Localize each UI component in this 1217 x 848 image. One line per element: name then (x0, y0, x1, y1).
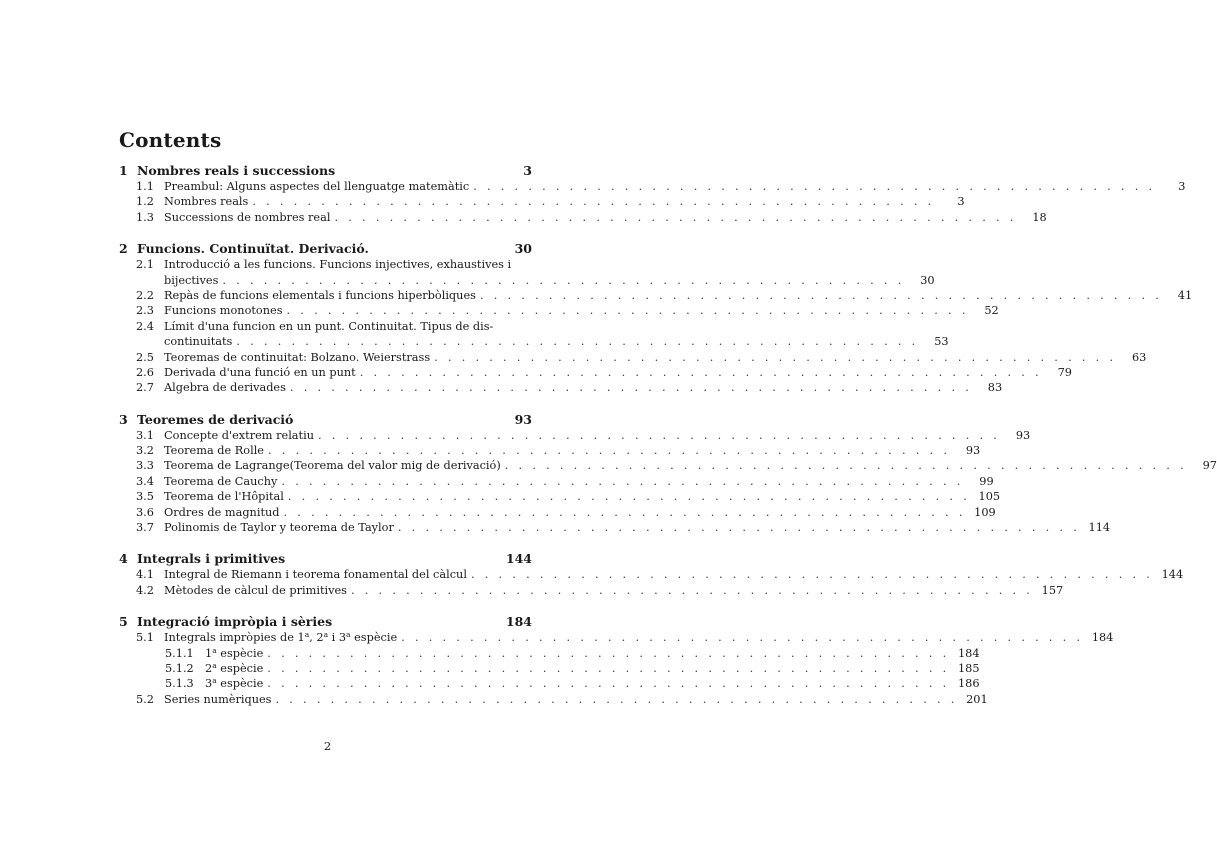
section-title-text: Preambul: Alguns aspectes del llenguatge matemàtic (164, 180, 470, 193)
toc-chapter-row[interactable] (119, 614, 532, 630)
section-title (164, 458, 1191, 473)
section-title-part: , 2 (309, 631, 324, 645)
leader-dots: . . . . . . . . . . . . . . . . . . . . . . . . . . . . . . . . . . . . . . . . . . . . . . . . . . (289, 381, 973, 395)
section-title-part: 3 (205, 677, 213, 691)
section-title (164, 334, 923, 349)
section-number: 2.5 (136, 350, 154, 364)
section-title-text: Repàs de funcions elementals i funcions hiperbòliques (164, 288, 476, 302)
section-title-part: 2 (205, 661, 213, 675)
section-page: 99 (979, 474, 994, 488)
chapter-page: 3 (523, 163, 532, 178)
section-title-text: bijectives (164, 273, 219, 287)
section-title-text: Concepte d'extrem relatiu (164, 428, 314, 442)
section-number: 2.2 (136, 288, 154, 302)
section-page: 184 (1091, 631, 1114, 645)
section-page: 63 (1131, 350, 1147, 364)
section-title-text: Polinomis de Taylor y teorema de Taylor (164, 521, 394, 535)
section-page: 97 (1202, 459, 1217, 473)
section-title-text: Integral de Riemann i teorema fonamental del càlcul (164, 568, 467, 582)
section-title (205, 646, 954, 661)
toc-section-row[interactable] (119, 365, 1072, 380)
toc-chapter (119, 241, 1193, 396)
section-title-text: Nombres reals (164, 195, 249, 209)
leader-dots: . . . . . . . . . . . . . . . . . . . . . . . . . . . . . . . . . . . . . . . . . . . . . . . . . . (401, 631, 1084, 645)
chapter-title: Nombres reals i successions (137, 163, 336, 178)
toc-chapter-row[interactable] (119, 412, 532, 428)
section-number: 3.5 (136, 490, 154, 504)
chapter-page: 144 (505, 551, 532, 567)
toc-section-row[interactable] (119, 288, 1193, 303)
section-number: 3.2 (136, 444, 154, 458)
toc-chapter (119, 551, 1184, 598)
section-number: 2.3 (136, 304, 154, 318)
section-title-part: espècie (350, 631, 398, 645)
leader-dots: . . . . . . . . . . . . . . . . . . . . . . . . . . . . . . . . . . . . . . . . . . . . . . . . . . (473, 180, 1156, 193)
section-page: 109 (974, 505, 996, 519)
toc-chapter (119, 614, 1114, 707)
section-title-text: Teorema de Rolle (164, 444, 264, 458)
toc-section-row[interactable] (119, 458, 1217, 473)
toc-section-row[interactable] (119, 350, 1147, 365)
section-page: 144 (1161, 568, 1184, 582)
section-page: 157 (1041, 583, 1064, 597)
section-title-text: Introducció a les funcions. Funcions injectives, exhaustives i (164, 258, 512, 272)
section-number: 3.7 (136, 521, 154, 535)
section-title-part: i 3 (328, 631, 347, 645)
toc-chapter (119, 411, 1217, 536)
section-title (164, 350, 1120, 365)
section-title (205, 676, 954, 691)
leader-dots: . . . . . . . . . . . . . . . . . . . . . . . . . . . . . . . . . . . . . . . . . . . . . . . . . . (434, 350, 1117, 364)
leader-dots: . . . . . . . . . . . . . . . . . . . . . . . . . . . . . . . . . . . . . . . . . . . . . . . . . . (252, 195, 935, 209)
chapter-title: Integrals i primitives (137, 551, 286, 567)
section-title-part: Integrals impròpies de 1 (164, 631, 305, 645)
leader-dots: . . . . . . . . . . . . . . . . . . . . . . . . . . . . . . . . . . . . . . . . . . . . . . . . . . (359, 365, 1042, 379)
toc-subsection-row[interactable] (119, 660, 980, 676)
leader-dots: . . . . . . . . . . . . . . . . . . . . . . . . . . . . . . . . . . . . . . . . . . . . . . . . . . (267, 661, 950, 675)
chapter-page: 93 (514, 411, 532, 427)
section-title (164, 428, 1004, 443)
section-title-text: Derivada d'una funció en un punt (164, 365, 356, 379)
section-title-text: Teorema de l'Hôpital (164, 490, 284, 504)
chapter-title: Funcions. Continuïtat. Derivació. (137, 241, 369, 257)
toc-subsection-row[interactable] (119, 645, 980, 661)
section-title-text: Límit d'una funcion en un punt. Continuitat. Tipus de dis- (164, 319, 494, 333)
toc-section-row[interactable] (119, 319, 532, 334)
section-page: 79 (1057, 365, 1072, 379)
section-page: 114 (1088, 521, 1111, 535)
section-title (164, 520, 1084, 535)
toc-section-row[interactable] (119, 334, 949, 349)
toc-chapter-row[interactable] (119, 241, 532, 257)
section-title (205, 661, 954, 676)
leader-dots: . . . . . . . . . . . . . . . . . . . . . . . . . . . . . . . . . . . . . . . . . . . . . . . . . . (470, 568, 1154, 582)
section-title (164, 288, 1166, 303)
section-title-part: espècie (216, 646, 264, 660)
leader-dots: . . . . . . . . . . . . . . . . . . . . . . . . . . . . . . . . . . . . . . . . . . . . . . . . . . (222, 273, 905, 287)
toc-section-row[interactable] (119, 505, 996, 520)
chapter-number: 5 (119, 614, 128, 630)
toc-section-row[interactable] (119, 443, 981, 458)
section-number: 4.2 (136, 583, 154, 597)
section-page: 93 (965, 444, 981, 458)
section-title (164, 505, 970, 520)
section-number: 2.1 (136, 258, 154, 272)
section-number: 4.1 (136, 568, 154, 582)
section-title-line (164, 257, 511, 272)
leader-dots: . . . . . . . . . . . . . . . . . . . . . . . . . . . . . . . . . . . . . . . . . . . . . . . . . . (397, 521, 1081, 535)
toc-subsection-row[interactable] (119, 676, 980, 691)
section-page: 3 (1178, 180, 1186, 193)
toc-section-row[interactable] (119, 210, 1047, 225)
section-title (164, 630, 1087, 645)
leader-dots: . . . . . . . . . . . . . . . . . . . . . . . . . . . . . . . . . . . . . . . . . . . . . . . . . . (504, 459, 1187, 473)
leader-dots: . . . . . . . . . . . . . . . . . . . . . . . . . . . . . . . . . . . . . . . . . . . . . . . . . . (275, 692, 958, 706)
leader-dots: . . . . . . . . . . . . . . . . . . . . . . . . . . . . . . . . . . . . . . . . . . . . . . . . . . (236, 335, 919, 349)
page-number: 2 (323, 739, 332, 753)
toc-section-row[interactable] (119, 630, 1114, 645)
leader-dots: . . . . . . . . . . . . . . . . . . . . . . . . . . . . . . . . . . . . . . . . . . . . . . . . . . (267, 677, 950, 691)
chapter-number: 2 (119, 241, 128, 257)
chapter-page: 30 (514, 241, 532, 257)
toc-section-row[interactable] (119, 692, 988, 707)
leader-dots: . . . . . . . . . . . . . . . . . . . . . . . . . . . . . . . . . . . . . . . . . . . . . . . . . . (283, 505, 966, 519)
section-page: 185 (957, 661, 980, 675)
section-number: 5.1.3 (165, 677, 194, 691)
section-title-text: Teorema de Lagrange(Teorema del valor mig de derivació) (164, 459, 501, 473)
ordinal-superscript: a (212, 676, 217, 686)
leader-dots: . . . . . . . . . . . . . . . . . . . . . . . . . . . . . . . . . . . . . . . . . . . . . . . . . . (281, 474, 964, 488)
section-page: 3 (957, 195, 965, 209)
section-title-text: Funcions monotones (164, 304, 283, 318)
section-number: 1.2 (136, 195, 154, 209)
section-page: 83 (987, 381, 1003, 395)
section-title-part: espècie (216, 661, 264, 675)
section-number: 3.4 (136, 474, 154, 488)
section-title-part: 1 (205, 646, 213, 660)
toc-chapter-row[interactable] (119, 551, 532, 567)
section-title-text (205, 661, 263, 676)
leader-dots: . . . . . . . . . . . . . . . . . . . . . . . . . . . . . . . . . . . . . . . . . . . . . . . . . . (267, 646, 950, 660)
section-page: 18 (1032, 210, 1047, 224)
toc-section-row[interactable] (119, 567, 1184, 582)
leader-dots: . . . . . . . . . . . . . . . . . . . . . . . . . . . . . . . . . . . . . . . . . . . . . . . . . . (479, 288, 1163, 302)
section-page: 52 (984, 304, 999, 318)
toc-section-row[interactable] (119, 520, 1111, 535)
toc-chapter (119, 163, 1186, 225)
section-page: 93 (1015, 428, 1031, 442)
toc-section-row[interactable] (119, 179, 1186, 194)
chapter-number: 3 (119, 411, 128, 427)
section-page: 53 (934, 335, 949, 349)
toc-section-row[interactable] (119, 303, 999, 318)
ordinal-superscript: a (212, 660, 217, 670)
chapter-title: Integració impròpia i sèries (137, 614, 333, 630)
section-page: 186 (957, 677, 980, 691)
chapter-title: Teoremes de derivació (137, 411, 294, 427)
section-number: 1.3 (136, 210, 154, 224)
ordinal-superscript: a (323, 630, 329, 640)
toc-section-row[interactable] (119, 583, 1064, 598)
section-number: 2.7 (136, 381, 154, 395)
toc-section-row[interactable] (119, 380, 1003, 395)
section-title-text: Ordres de magnitud (164, 505, 280, 519)
section-title-text: continuitats (164, 335, 233, 349)
section-number: 5.1 (136, 631, 154, 645)
section-page: 30 (920, 273, 935, 287)
section-title-text (205, 676, 263, 691)
section-title (164, 303, 973, 318)
section-title (164, 194, 939, 209)
leader-dots: . . . . . . . . . . . . . . . . . . . . . . . . . . . . . . . . . . . . . . . . . . . . . . . . . . (350, 583, 1034, 597)
toc-section-row[interactable] (119, 428, 1031, 443)
section-title-text: Teorema de Cauchy (164, 474, 278, 488)
section-title-text: Mètodes de càlcul de primitives (164, 583, 347, 597)
section-title (164, 567, 1157, 582)
section-title (164, 489, 974, 504)
section-title-text (164, 630, 397, 645)
section-number: 2.4 (136, 319, 154, 333)
section-page: 41 (1177, 288, 1193, 302)
leader-dots: . . . . . . . . . . . . . . . . . . . . . . . . . . . . . . . . . . . . . . . . . . . . . . . . . . (268, 444, 951, 458)
section-title-text: Successions de nombres real (164, 210, 331, 224)
chapter-number: 1 (119, 163, 128, 178)
toc-chapter-row[interactable] (119, 163, 532, 179)
toc-section-row[interactable] (119, 474, 994, 489)
section-title-text: Algebra de derivades (164, 381, 286, 395)
chapter-page: 184 (505, 614, 532, 630)
leader-dots: . . . . . . . . . . . . . . . . . . . . . . . . . . . . . . . . . . . . . . . . . . . . . . . . . . (334, 210, 1017, 224)
page-title: Contents (119, 128, 222, 152)
section-title (164, 443, 954, 458)
table-of-contents (119, 163, 1217, 723)
toc-section-row[interactable] (119, 489, 1001, 504)
leader-dots: . . . . . . . . . . . . . . . . . . . . . . . . . . . . . . . . . . . . . . . . . . . . . . . . . . (286, 304, 969, 318)
section-number: 1.1 (136, 180, 154, 193)
section-title (164, 210, 1021, 225)
leader-dots: . . . . . . . . . . . . . . . . . . . . . . . . . . . . . . . . . . . . . . . . . . . . . . . . . . (317, 428, 1001, 442)
section-page: 184 (957, 646, 980, 660)
section-number: 2.6 (136, 365, 154, 379)
section-page: 201 (966, 692, 988, 706)
section-title-line (164, 319, 506, 334)
section-page: 105 (978, 490, 1001, 504)
leader-dots: . . . . . . . . . . . . . . . . . . . . . . . . . . . . . . . . . . . . . . . . . . . . . . . . . . (287, 490, 971, 504)
toc-section-row[interactable] (119, 273, 935, 288)
section-title-part: espècie (216, 677, 264, 691)
section-title (164, 365, 1046, 380)
section-number: 5.1.1 (165, 646, 194, 660)
section-number: 3.6 (136, 505, 154, 519)
section-title-text: Teoremas de continuitat: Bolzano. Weierstrass (164, 350, 431, 364)
section-number: 3.1 (136, 428, 154, 442)
section-number: 5.2 (136, 692, 154, 706)
toc-section-row[interactable] (119, 194, 965, 209)
section-title (164, 380, 976, 395)
section-title (164, 692, 962, 707)
section-title (164, 583, 1037, 598)
section-number: 5.1.2 (165, 661, 194, 675)
section-title (164, 474, 968, 489)
ordinal-superscript: a (304, 630, 310, 640)
section-number: 3.3 (136, 459, 154, 473)
ordinal-superscript: a (212, 645, 217, 655)
section-title (164, 179, 1159, 194)
ordinal-superscript: a (346, 630, 351, 640)
toc-section-row[interactable] (119, 257, 532, 272)
section-title-text (205, 646, 263, 661)
chapter-number: 4 (119, 551, 128, 567)
section-title (164, 273, 909, 288)
section-title-text: Series numèriques (164, 692, 272, 706)
